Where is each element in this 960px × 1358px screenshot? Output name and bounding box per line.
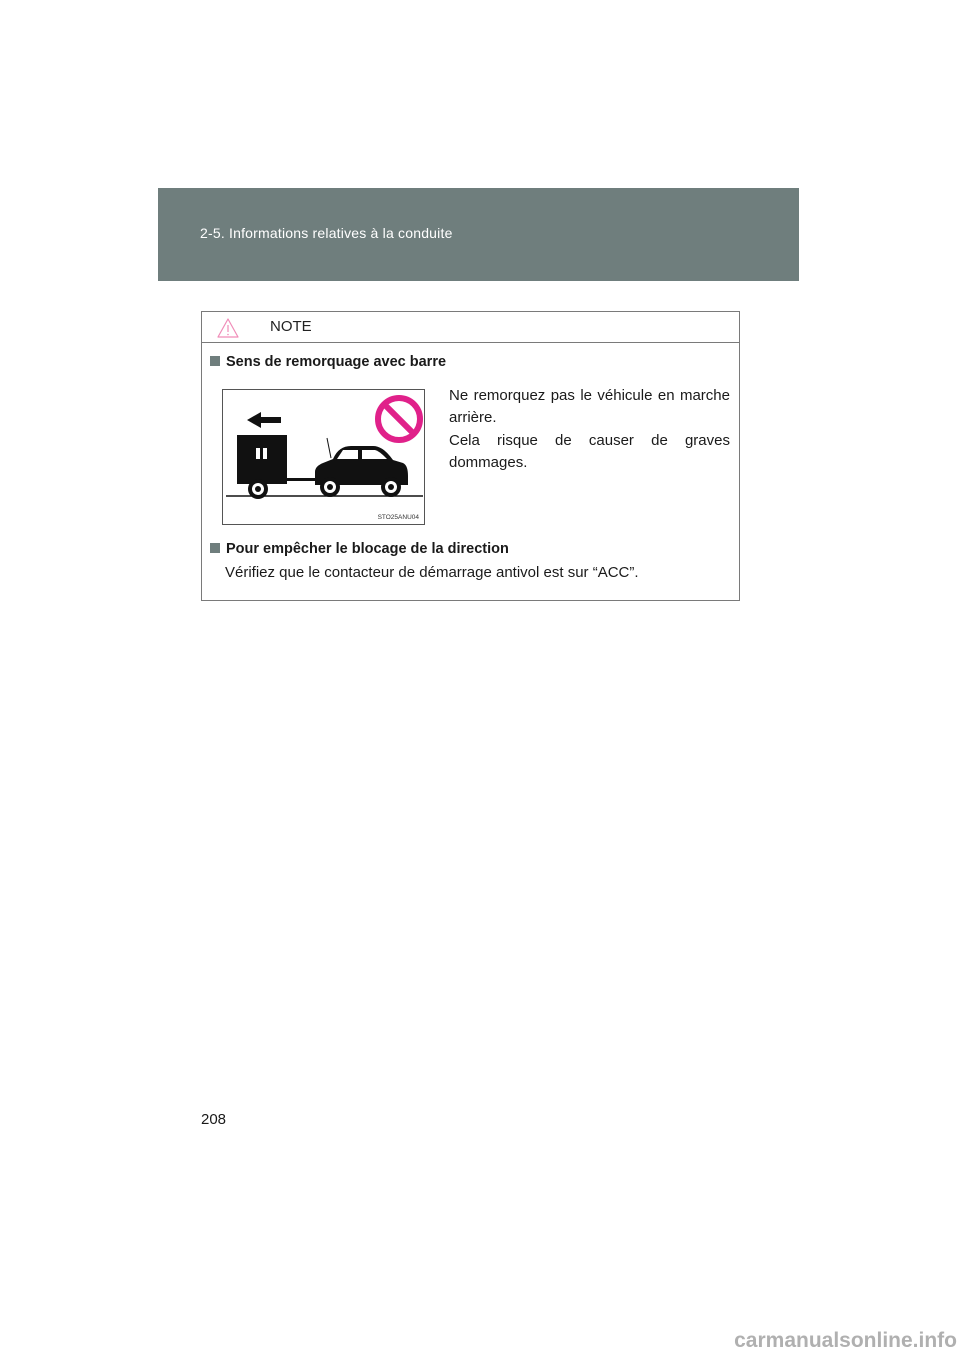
note-box bbox=[201, 311, 740, 601]
note-header bbox=[202, 312, 739, 343]
bullet-square-icon bbox=[210, 543, 220, 553]
subheading-towing-direction-text: Sens de remorquage avec barre bbox=[226, 354, 447, 370]
paragraph-no-reverse: Ne remorquez pas le véhicule en marche arrière. bbox=[449, 387, 730, 426]
bullet-square-icon bbox=[210, 356, 220, 366]
trailer-icon bbox=[237, 435, 327, 499]
car-icon bbox=[315, 438, 408, 497]
figure-code: STO25ANU04 bbox=[377, 514, 419, 521]
subheading-steering-lock-text: Pour empêcher le blocage de la direction bbox=[226, 541, 509, 557]
direction-arrow-icon bbox=[247, 412, 281, 428]
steering-lock-instruction: Vérifiez que le contacteur de démarrage antivol est sur “ACC”. bbox=[225, 564, 639, 581]
section-title: 2-5. Informations relatives à la conduite bbox=[200, 225, 453, 241]
page-number: 208 bbox=[201, 1111, 227, 1128]
prohibition-sign-icon bbox=[378, 398, 420, 440]
towing-illustration bbox=[222, 389, 425, 525]
paragraph-damage-risk: Cela risque de causer de graves dommages. bbox=[449, 432, 730, 471]
towing-drawing bbox=[223, 390, 426, 526]
subheading-steering-lock bbox=[210, 541, 509, 557]
watermark-logo: carmanualsonline.info bbox=[685, 1326, 957, 1356]
warning-triangle-icon bbox=[217, 318, 239, 338]
subheading-towing-direction bbox=[210, 354, 446, 370]
chapter-header-band bbox=[158, 188, 799, 281]
note-label: NOTE bbox=[270, 318, 312, 335]
